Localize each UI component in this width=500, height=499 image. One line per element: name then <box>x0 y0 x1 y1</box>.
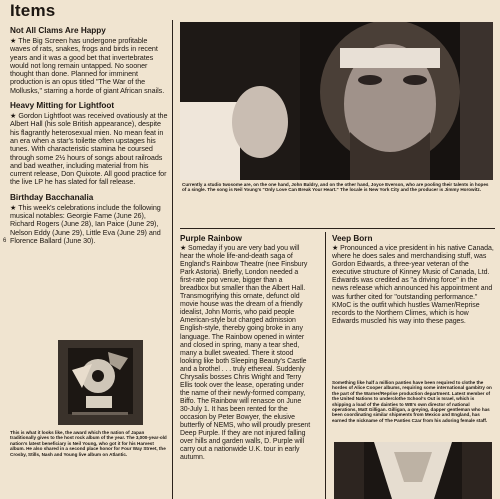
column-rule-right <box>325 232 326 499</box>
column-rule-left <box>172 20 173 499</box>
caption-award: This is what it looks like, the award which the nation of Japan traditionally gives to the host rock album of the year. The 3,000-year-old nation's latest beneficiary is Neil Young, who got it for his Harvest album. He also shared in a second place honor for Four Way Street, the Crosby, Stills, Nash and Young live album on Atlantic. <box>10 430 167 457</box>
headline-veep: Veep Born <box>332 234 373 243</box>
studio-portrait <box>180 22 493 180</box>
top-rule <box>180 228 495 229</box>
award-photo <box>58 340 143 425</box>
headline-clams: Not All Clams Are Happy <box>10 26 106 35</box>
headline-rainbow: Purple Rainbow <box>180 234 242 243</box>
column-3 <box>332 234 494 326</box>
page-number: 6 <box>3 238 7 244</box>
body-lightfoot: ★ Gordon Lightfoot was received ovatiously at the Albert Hall (his sole British appearance), despite his flagrantly heterosexual mien. No mean feat in an era when a star's toilette often upstages his tunes. With characteristic stamina he coursed through some 2½ hours of songs about railroads and bad weather, including material from his current release, Don Quixote. All good practice for the live LP he has slated for fall release. <box>10 111 168 187</box>
body-clams: ★ The Big Screen has undergone profitable waves of rats, snakes, frogs and birds in recent years and it was a good bet that invertebrates would not long remain untapped. No sooner thought than done. Planned for imminent production is an opus titled "The War of the Mollusks," starring a horde of giant African snails. <box>10 36 165 95</box>
section-title: Items <box>10 1 56 20</box>
award-illustration <box>58 340 143 425</box>
body-veep: ★ Pronounced a vice president in his native Canada, where he does sales and merchandising stuff, was Gordon Edwards, a three-year veteran of the executive structure of Kinney Music of Canada, Ltd. Edwards was credited as "a driving force" in the news release which announced his appointment and was further cited for "outstanding performance." KMoC is the outfit which hustles Warner/Reprise records to the Northern Climes, which is how Edwards muscled his way into these pages. <box>332 245 494 325</box>
caption-panties: Something like half a million panties have been required to clothe the hordes of Alice Cooper albums, requiring some international gambitry on the part of the Warner/Reprise production department. Latest member of the United Nations to underclothe School's Out is Israel, which is shipping a load of the dainties to WB's own director of national operations, Matt Gilligan. Gilligan, a greying, dapper gentleman who has been coordinating similar shipments from Mexico and England, has earned the nickname of The Panties Czar from his adoring female staff. <box>332 380 492 423</box>
headline-birthday: Birthday Bacchanalia <box>10 192 94 202</box>
column-2 <box>180 234 312 462</box>
body-birthday: ★ This week's celebrations include the following musical notables: Georgie Fame (June 26), Richard Rogers (June 28), Ian Paice (June 29), Nelson Eddy (June 29), Little Eva (June 29) and Florence Ballard (June 30). <box>10 202 161 245</box>
panties-photo <box>334 442 492 499</box>
body-rainbow: ★ Someday if you are very bad you will hear the whole life-and-death saga of England's Rainbow Theatre (nee Finsbury Park Astoria). Briefly, London needed a first-rate pop venue, bigger than a breadbox but smaller than the Albert Hall. Transmogrifying this ornate, defunct old movie house was the dream of a friendly idealist, John Morris, who paid people American-style but charged admission English-style, thereby going broke in any language. The Rainbow opened in winter and closed in spring, many a tear shed, many a bullet sweated. There it stood looking like both Sleeping Beauty's Castle and a brothel . . . truly ethereal. Suddenly Chrysalis bosses Chris Wright and Terry Ellis took over the lease, operating under the name of their newly-formed company, Biffo. The Rainbow will renascе on June 30-July 1. It has been rented for the occasion by Peter Bowyer, the elusive butterfly of NEMS, who will proudly present Deep Purple. If they are not injured falling over hills and garden walls, D. Purple will carry out a nationwide U.K. tour in early autumn. <box>180 245 311 462</box>
column-1 <box>10 0 168 245</box>
caption-studio: Currently a studio twosome are, on the one hand, John Baldry, and on the other hand, Joyce Everson, who are pooling their talents in hopes of a single. The song is Neil Young's "Only Love Can Break Your Heart." The locale is New York City and the producer is Jimmy Horowitz. <box>182 182 489 193</box>
studio-photo <box>180 22 493 180</box>
headline-lightfoot: Heavy Mitting for Lightfoot <box>10 101 115 111</box>
panties-illustration <box>334 442 492 499</box>
